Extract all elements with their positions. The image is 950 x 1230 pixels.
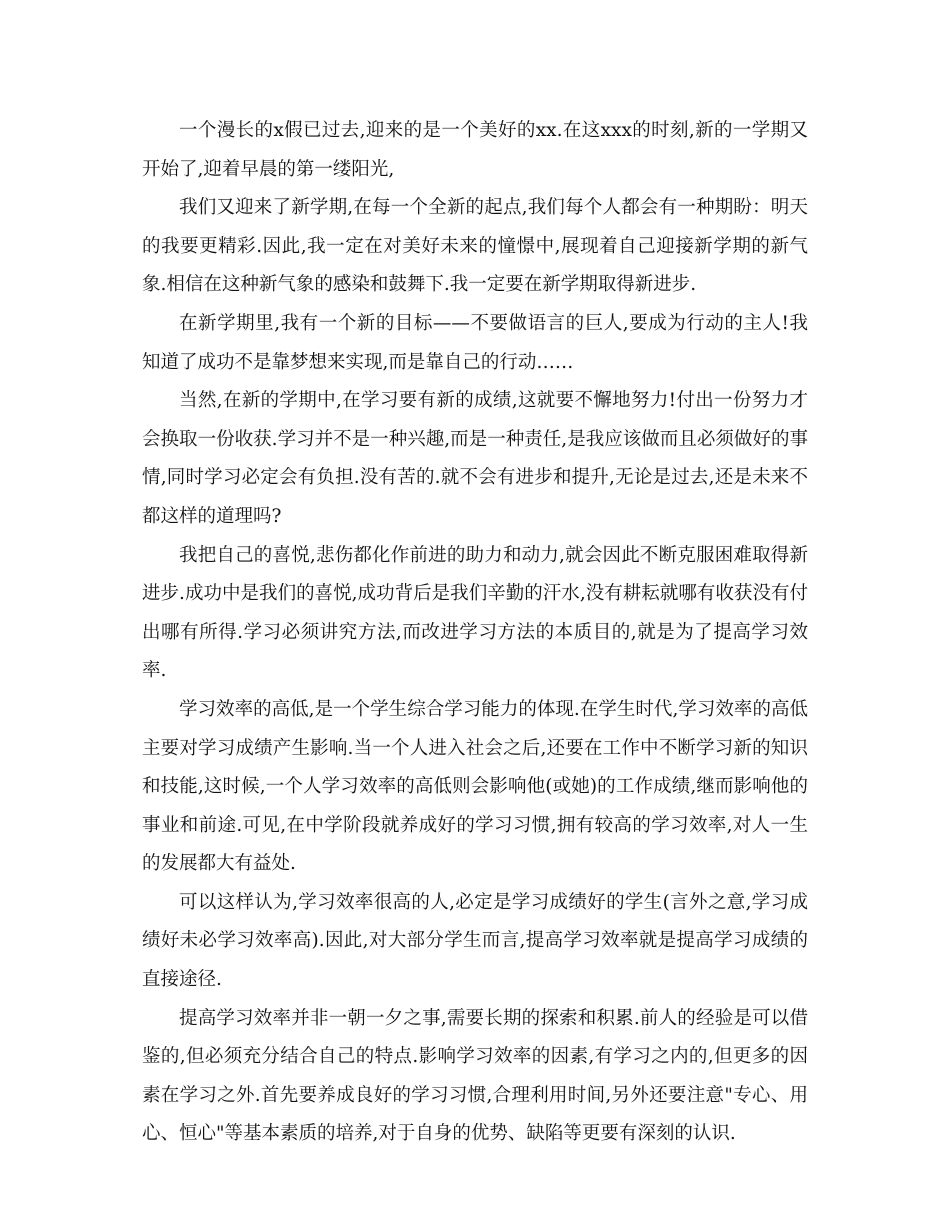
paragraph-8: 提高学习效率并非一朝一夕之事,需要长期的探索和积累.前人的经验是可以借鉴的,但必须充分结合自己的特点.影响学习效率的因素,有学习之内的,但更多的因素在学习之外.首先要养成良好的学习习惯,合理利用时间,另外还要注意"专心、用心、恒心"等基本素质的培养,对于自身的优势、缺陷等更要有深刻的认识. bbox=[142, 1007, 808, 1145]
paragraph-2: 我们又迎来了新学期,在每一个全新的起点,我们每个人都会有一种期盼：明天的我要更精彩.因此,我一定在对美好未来的憧憬中,展现着自己迎接新学期的新气象.相信在这种新气象的感染和鼓舞下.我一定要在新学期取得新进步. bbox=[142, 197, 808, 296]
paragraph-4: 当然,在新的学期中,在学习要有新的成绩,这就要不懈地努力!付出一份努力才会换取一份收获.学习并不是一种兴趣,而是一种责任,是我应该做而且必须做好的事情,同时学习必定会有负担.没有苦的.就不会有进步和提升,无论是过去,还是未来不都这样的道理吗? bbox=[142, 390, 808, 527]
paragraph-5: 我把自己的喜悦,悲伤都化作前进的助力和动力,就会因此不断克服困难取得新进步.成功中是我们的喜悦,成功背后是我们辛勤的汗水,没有耕耘就哪有收获没有付出哪有所得.学习必须讲究方法,而改进学习方法的本质目的,就是为了提高学习效率. bbox=[142, 544, 808, 682]
paragraph-1: 一个漫长的x假已过去,迎来的是一个美好的xx.在这xxx的时刻,新的一学期又开始了,迎着早晨的第一缕阳光, bbox=[142, 120, 808, 180]
document-body bbox=[142, 112, 808, 1154]
paragraph-3: 在新学期里,我有一个新的目标——不要做语言的巨人,要成为行动的主人!我知道了成功不是靠梦想来实现,而是靠自己的行动…… bbox=[142, 312, 808, 373]
paragraph-7: 可以这样认为,学习效率很高的人,必定是学习成绩好的学生(言外之意,学习成绩好未必学习效率高).因此,对大部分学生而言,提高学习效率就是提高学习成绩的直接途径. bbox=[142, 891, 808, 991]
paragraph-6: 学习效率的高低,是一个学生综合学习能力的体现.在学生时代,学习效率的高低主要对学习成绩产生影响.当一个人进入社会之后,还要在工作中不断学习新的知识和技能,这时候,一个人学习效率的高低则会影响他(或她)的工作成绩,继而影响他的事业和前途.可见,在中学阶段就养成好的学习习惯,拥有较高的学习效率,对人一生的发展都大有益处. bbox=[142, 698, 808, 875]
